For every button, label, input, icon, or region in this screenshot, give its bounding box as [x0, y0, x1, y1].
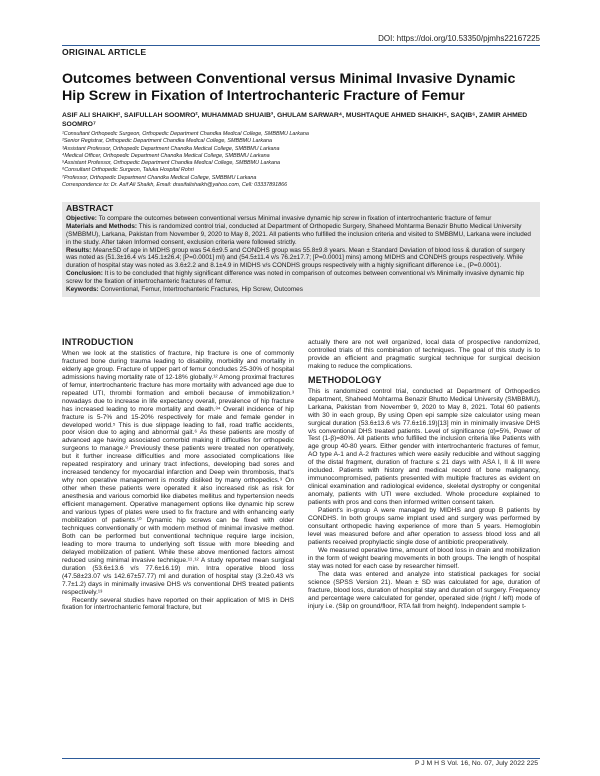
introduction-heading: INTRODUCTION	[62, 337, 134, 347]
abstract-keywords	[66, 286, 537, 294]
methodology-heading: METHODOLOGY	[308, 374, 382, 385]
abstract-methods	[66, 223, 537, 247]
intro-paragraph-1: When we look at the statistics of fracture, hip fracture is one of commonly fractured bone during trauma leading to disability, morbidity and mortality in elderly age group. Fracture of upper part of femur concludes 25-30% of hospital admissions having mortality rate of 12-18% globally.¹² Among proximal fractures of femur, intertrochanteric fracture has more mortality with advanced age due to repeated UTI, thrombi formation and emboli because of immobilization.³ nowadays due to increase in life expectancy overall, prevalence of hip fracture has increased leading to more mortality and death.³⁴ Overall incidence of hip fracture is 5-7% and 15-20% respectively for male and female gender in developed world.⁵ This is due slippage leading to fall, road traffic accidents, poor vision due to aging and abnormal gait.⁶ As these patients are mostly of advanced age having associated comorbid making it difficulties for orthopedic surgeons to manage.⁸ Previously these patients were treated non operatively, but it further increase difficulties and more associated complications like repeated respiratory and urinary tract infections, developing bad sores and increased tendency for myocardial infarction and Deep vein thrombosis, that's why non operative management is mostly disliked by many orthopedics.⁹ On other when these patients were operated it also increased risk as risk for anesthesia and various comorbid like diabetes mellitus and hypertension needs efficient management. Operative management options like dynamic hip screw and various types of plates were used to fix fracture and with enhancing early mobilization of patients.¹⁰ Dynamic hip screws can be fixed with older techniques conventionally or with modern method of minimal invasive method. Both can be performed but conventional technique require large incision, leading to more trauma to underlying soft tissue with more bleeding and delayed mobilization of patient. While these above mentioned factors almost reduced using minimal invasive technique.¹¹˒¹² A study reported mean surgical duration (53.6±13.6 v/s 77.6±16.19) min. Intra operative blood loss (47.58±23.07 v/s 142.67±57.77) ml and duration of hospital stay (3.2±0.43 v/s 7.7±1.2) days in minimally invasive DHS v/s conventional DHS treated patients respectively.¹³	[62, 349, 294, 596]
methods-label: Materials and Methods:	[66, 222, 138, 230]
methodology-paragraph-4: The data was entered and analyze into statistical packages for social science (SPSS Version 21). Mean ± SD was calculated for age, duration of fracture, blood loss, duration of hospital stay and duration of surgery. Frequency and percentage were calculated for gender, operated side (right / left) mode of injury i.e. (Slip on ground/floor, RTA fall from height). Independent sample t-	[308, 570, 540, 610]
affiliations	[62, 131, 542, 189]
affiliation-7: ⁷Professor, Orthopedic Department Chandka Medical College, SMBBMU Larkana	[62, 174, 257, 181]
methods-text: This is randomized control trial, conducted at Department of Orthopedic Surgery, Shaheed Mohtarma Benazir Bhutto Medical University (SMBBMU), Larkana, Pakistan from November 9, 2020 to May 8, 2021. All patients who fulfilled the inclusion criteria and visited to SMBBMU, Larkana were included in the study. After taken Informed consent, exclusion criteria were followed strictly.	[66, 222, 531, 246]
methodology-paragraph-1: This is randomized control trial, conducted at Department of Orthopedics department, Shaheed Mohtarma Benazir Bhutto Medical University (SMBBMU), Larkana, Pakistan from November 9, 2020 to May 8, 2021. Total 60 patients with 30 in each group, By using Open epi sample size calculator using mean surgical duration (53.6±13.6 v/s 77.6±16.19)[13] min in minimally invasive DHS v/s conventional DHS treated patients. Level of significance (α)=5%, Power of Test (1-β)=80%. All patients who fulfilled the inclusion criteria like Patients with age group 40-80 years. Either gender with intertrochanteric fractures of femur, AO type A-1 and A-2 fractures which were easily reducible and without sagging of the distal fragment, duration of fracture ≤ 21 days with ASA I, II & III were included. Patients with history and medical record of bone malignancy, immunocompromised, patients presented with multiple fractures as evident on clinical examination and radiological evidence, skeletal dystrophy or congenital anomaly, patients with UTI were excluded. Whole procedure explained to patients with pros and cons then informed written consent taken.	[308, 387, 540, 507]
abstract-results	[66, 247, 537, 271]
article-type: ORIGINAL ARTICLE	[62, 47, 147, 57]
abstract-heading: ABSTRACT	[66, 203, 114, 213]
keywords-text: Conventional, Femur, Intertrochanteric Fractures, Hip Screw, Outcomes	[98, 286, 303, 294]
affiliation-5: ⁵Assistant Professor, Orthopedic Department Chandka Medical College, SMBBMU Larkana	[62, 160, 280, 167]
right-column	[308, 339, 540, 610]
affiliation-1: ¹Consultant Orthopedic Surgeon, Orthopedic Department Chandka Medical College, SMBBMU Larkana	[62, 131, 309, 137]
methodology-paragraph-2: Patient's in-group A were managed by MIDHS and group B patients by CONDHS. In both groups same implant used and surgery was performed by consultant orthopedic having experience of more than 5 years. Hemoglobin level was measured before and after operation to assess blood loss and all patients received prophylactic single dose of antibiotic preoperatively.	[308, 507, 540, 546]
intro-continued-paragraph: actually there are not well organized, local data of prospective randomized, controlled trials of this combination of techniques. The goal of this study is to provide an efficient and pragmatic surgical technique for surgical decision making to reduce the complications.	[308, 339, 540, 370]
objective-text: To compare the outcomes between conventional versus Minimal invasive dynamic hip screw in fixation of intertrochanteric fracture of femur	[96, 214, 492, 222]
journal-footer: P J M H S Vol. 16, No. 07, July 2022 225	[414, 760, 538, 767]
objective-label: Objective:	[66, 214, 97, 222]
footer-rule	[62, 758, 540, 759]
results-label: Results:	[66, 246, 92, 254]
intro-paragraph-2: Recently several studies have reported on their application of MIS in DHS fixation for intertrochanteric femoral fracture, but	[62, 596, 294, 612]
affiliation-2: ²Senior Registrar, Orthopedic Department Chandka Medical College, SMBBMU Larkana	[62, 138, 273, 145]
keywords-label: Keywords:	[66, 286, 99, 294]
correspondence: Correspondence to: Dr. Asif Ali Shaikh, Email: drasifalishaikh@yahoo.com, Cell: 03337891866	[62, 182, 288, 189]
left-column	[62, 339, 294, 612]
header-rule	[62, 45, 540, 46]
doi-link[interactable]: DOI: https://doi.org/10.53350/pjmhs22167225	[378, 34, 540, 43]
conclusion-label: Conclusion:	[66, 270, 103, 278]
abstract-box	[62, 202, 540, 297]
methodology-paragraph-3: We measured operative time, amount of blood loss in drain and mobilization in the form of weight bearing movements in both groups. The length of hospital stay was noted for each case by researcher himself.	[308, 546, 540, 570]
affiliation-3: ³Assistant Professor, Orthopedic Department Chandka Medical College, SMBBMU Larkana	[62, 145, 280, 152]
affiliation-6: ⁶Consultant Orthopedic Surgeon, Taluka Hospital Rohri	[62, 167, 194, 174]
results-text: Mean±SD of age in MIDHS group was 54.6±9.5 and CONDHS group was 55.8±9.8 years. Mean ± Standard Deviation of blood loss & duration of surgery was noted as (51.3±16.4 v/s 145.1±26.4; [P=0.0001] ml) and (54.5±11.4 v/s 76.2±17.7; [P=0.0001] mins) among MIDHS and CONDHS groups respectively. While duration of hospital stay was noted as 3.6±2.2 and 8.1±4.9 in MIDHS v/s CONDHS groups respectively with a highly significant difference i.e., (P=0.0001).	[66, 246, 525, 270]
article-title: Outcomes between Conventional versus Minimal Invasive Dynamic Hip Screw in Fixation of Intertrochanteric Fracture of Femur	[62, 71, 516, 104]
abstract-objective	[66, 215, 537, 223]
affiliation-4: ⁴Medical Officer, Orthopedic Department Chandka Medical College, SMBBMU Larkana	[62, 152, 270, 159]
abstract-conclusion	[66, 270, 537, 286]
author-list: ASIF ALI SHAIKH¹, SAIFULLAH SOOMRO², MUHAMMAD SHUAIB³, GHULAM SARWAR⁴, MUSHTAQUE AHMED SHAIKH⁵, SAQIB⁶, ZAMIR AHMED SOOMRO⁷	[62, 112, 528, 128]
conclusion-text: It is to be concluded that highly significant difference was noted in comparison of outcomes between conventional v/s Minimally invasive dynamic hip screw for the fixation of intertrochanteric fractures of femur.	[66, 270, 525, 286]
